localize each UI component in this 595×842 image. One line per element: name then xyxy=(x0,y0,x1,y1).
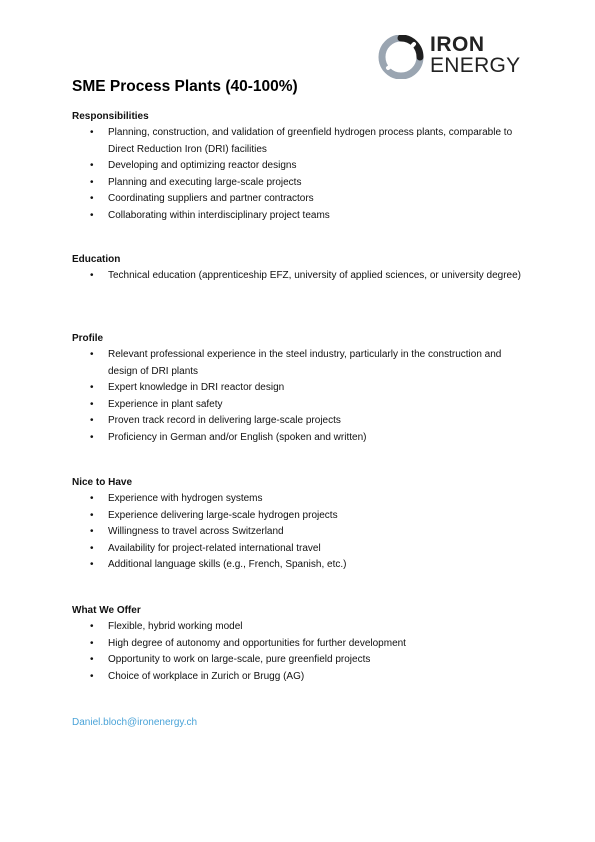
list-item: • Proven track record in delivering large-scale projects xyxy=(72,413,532,430)
list-item: • Experience in plant safety xyxy=(72,397,532,414)
bullet-list xyxy=(72,347,532,446)
section-profile xyxy=(72,331,532,446)
list-item: • Choice of workplace in Zurich or Brugg (AG) xyxy=(72,669,532,686)
list-item: • Technical education (apprenticeship EFZ, university of applied sciences, or university degree) xyxy=(72,268,532,285)
list-item: • Planning and executing large-scale projects xyxy=(72,175,532,192)
list-item: • Coordinating suppliers and partner contractors xyxy=(72,191,532,208)
section-heading: What We Offer xyxy=(72,605,141,616)
list-item: • Willingness to travel across Switzerland xyxy=(72,524,532,541)
section-education xyxy=(72,252,532,285)
logo-mark-icon xyxy=(376,35,426,79)
list-item: • Experience with hydrogen systems xyxy=(72,491,532,508)
list-item: • Additional language skills (e.g., French, Spanish, etc.) xyxy=(72,557,532,574)
bullet-list xyxy=(72,619,532,685)
section-nice-to-have xyxy=(72,475,532,574)
list-item: • High degree of autonomy and opportunities for further development xyxy=(72,636,532,653)
section-heading: Education xyxy=(72,254,121,265)
list-item: • Opportunity to work on large-scale, pure greenfield projects xyxy=(72,652,532,669)
list-item: • Flexible, hybrid working model xyxy=(72,619,532,636)
list-item: • Proficiency in German and/or English (spoken and written) xyxy=(72,430,532,447)
list-item: • Relevant professional experience in the steel industry, particularly in the construction and design of DRI plants xyxy=(72,347,532,380)
list-item: • Expert knowledge in DRI reactor design xyxy=(72,380,532,397)
section-responsibilities xyxy=(72,109,532,224)
section-heading: Profile xyxy=(72,333,104,344)
list-item: • Planning, construction, and validation of greenfield hydrogen process plants, comparable to Direct Reduction Iron (DRI) facilities xyxy=(72,125,532,158)
iron-energy-logo xyxy=(376,35,526,77)
bullet-list xyxy=(72,268,532,285)
logo-word-energy: ENERGY xyxy=(430,54,521,77)
bullet-list xyxy=(72,125,532,224)
bullet-list xyxy=(72,491,532,574)
section-what-we-offer xyxy=(72,603,532,685)
section-heading: Responsibilities xyxy=(72,111,149,122)
list-item: • Availability for project-related international travel xyxy=(72,541,532,558)
list-item: • Collaborating within interdisciplinary project teams xyxy=(72,208,532,225)
document-title: SME Process Plants (40-100%) xyxy=(72,78,298,95)
section-heading: Nice to Have xyxy=(72,477,133,488)
list-item: • Experience delivering large-scale hydrogen projects xyxy=(72,508,532,525)
list-item: • Developing and optimizing reactor designs xyxy=(72,158,532,175)
logo-word-iron: IRON xyxy=(430,33,485,56)
contact-email-link[interactable]: Daniel.bloch@ironenergy.ch xyxy=(72,717,198,728)
